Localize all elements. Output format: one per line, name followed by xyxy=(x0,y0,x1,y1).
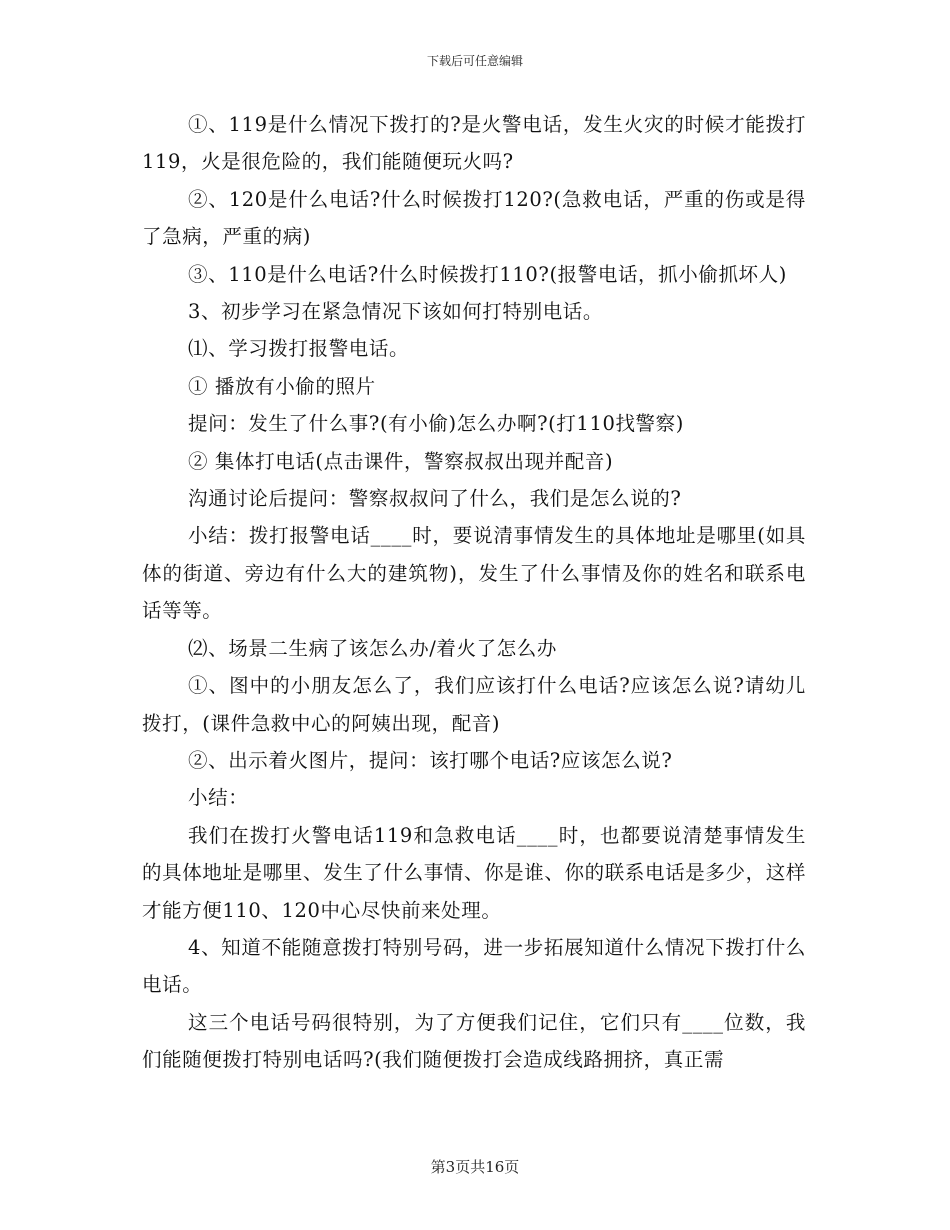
subsection-heading-1: ⑴、学习拨打报警电话。 xyxy=(188,337,410,361)
paragraph-summary-label: 小结： xyxy=(188,786,249,810)
page-header: 下载后可任意编辑 xyxy=(426,54,523,68)
paragraph-question-thief: 提问：发生了什么事?(有小偷)怎么办啊?(打110找警察) xyxy=(188,412,684,436)
paragraph-120-question: ②、120是什么电话?什么时候拨打120?(急救电话，严重的伤或是得了急病，严重的病) xyxy=(142,187,806,249)
section-heading-4: 4、知道不能随意拨打特别号码，进一步拓展知道什么情况下拨打什么电话。 xyxy=(142,935,806,997)
paragraph-sick-child: ①、图中的小朋友怎么了，我们应该打什么电话?应该怎么说?请幼儿拨打，(课件急救中心的阿姨出现，配音) xyxy=(142,674,806,735)
document-body xyxy=(142,106,806,1079)
section-heading-3: 3、初步学习在紧急情况下该如何打特别电话。 xyxy=(188,300,604,324)
paragraph-110-question: ③、110是什么电话?什么时候拨打110?(报警电话，抓小偷抓坏人) xyxy=(188,262,787,286)
paragraph-discussion: 沟通讨论后提问：警察叔叔问了什么，我们是怎么说的? xyxy=(188,487,682,511)
paragraph-group-call: ② 集体打电话(点击课件，警察叔叔出现并配音) xyxy=(188,449,614,473)
page-footer: 第3页共16页 xyxy=(430,1158,520,1176)
paragraph-summary-police: 小结：拨打报警电话____时，要说清事情发生的具体地址是哪里(如具体的街道、旁边有什么大的建筑物)，发生了什么事情及你的姓名和联系电话等等。 xyxy=(142,524,806,623)
paragraph-fire-picture: ②、出示着火图片，提问：该打哪个电话?应该怎么说? xyxy=(188,748,673,772)
paragraph-show-photo: ① 播放有小偷的照片 xyxy=(188,374,376,398)
paragraph-summary-fire-emergency: 我们在拨打火警电话119和急救电话____时，也都要说清楚事情发生的具体地址是哪里、发生了什么事情、你是谁、你的联系电话是多少，这样才能方便110、120中心尽快前来处理。 xyxy=(142,823,806,922)
paragraph-119-question: ①、119是什么情况下拨打的?是火警电话，发生火灾的时候才能拨打119，火是很危险的，我们能随便玩火吗? xyxy=(142,113,806,174)
paragraph-special-numbers: 这三个电话号码很特别，为了方便我们记住，它们只有____位数，我们能随便拨打特别电话吗?(我们随便拨打会造成线路拥挤，真正需 xyxy=(142,1010,806,1072)
subsection-heading-2: ⑵、场景二生病了该怎么办/着火了怎么办 xyxy=(188,636,557,660)
